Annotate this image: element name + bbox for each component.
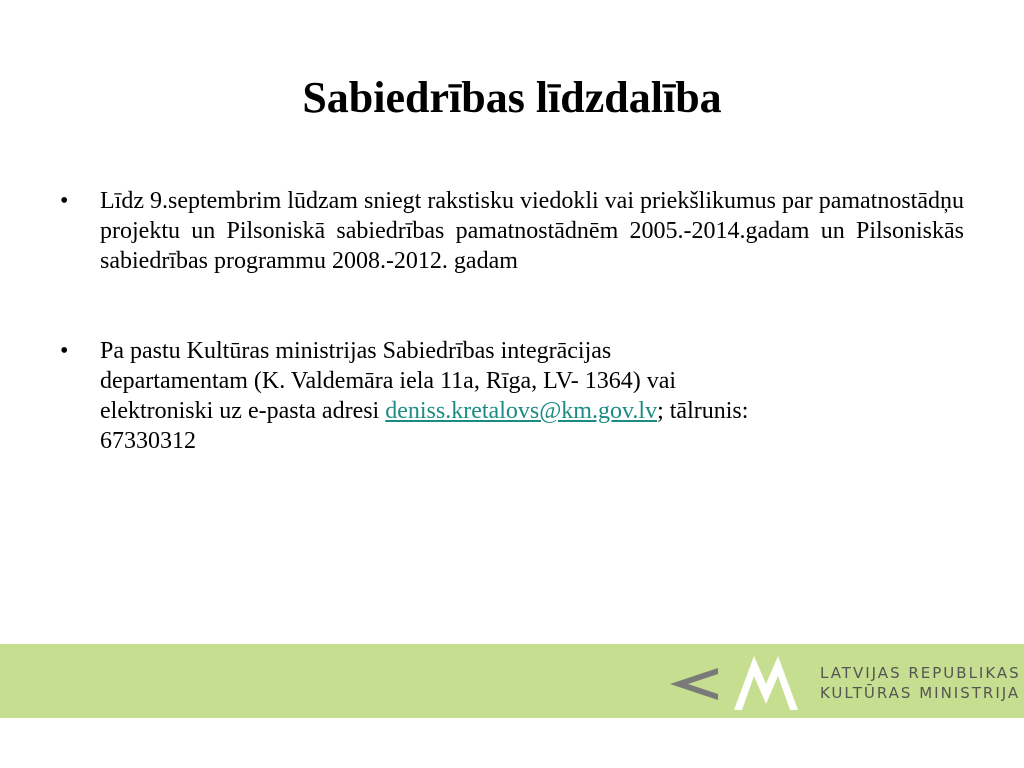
ministry-name-line-1: LATVIJAS REPUBLIKAS [820, 664, 1021, 682]
ministry-name-line-2: KULTŪRAS MINISTRIJA [820, 684, 1021, 702]
slide-content [60, 186, 964, 456]
bullet-text: Līdz 9.septembrim lūdzam sniegt rakstisku viedokli vai priekšlikumus par pamatnostādņu projektu un Pilsoniskā sabiedrības pamatnostādnēm 2005.-2014.gadam un Pilsoniskās sabiedrības programmu 2008.-2012. gadam [100, 188, 964, 274]
slide-title: Sabiedrības līdzdalība [302, 73, 722, 122]
contact-line-1: Pa pastu Kultūras ministrijas Sabiedrības integrācijas [100, 338, 612, 364]
bullet-text [100, 336, 964, 456]
ministry-name [820, 663, 1021, 703]
bullet-item-contact [60, 336, 964, 456]
bullet-item-deadline [60, 186, 964, 276]
email-link[interactable]: deniss.kretalovs@km.gov.lv [385, 398, 658, 424]
contact-line-3-prefix: elektroniski uz e-pasta adresi [100, 398, 386, 424]
bullet-marker: • [60, 338, 69, 364]
phone-number: 67330312 [100, 428, 196, 454]
contact-line-2: departamentam (K. Valdemāra iela 11a, Rīga, LV- 1364) vai [100, 368, 677, 394]
bullet-marker: • [60, 188, 69, 214]
contact-line-3-suffix: ; tālrunis: [657, 398, 749, 424]
